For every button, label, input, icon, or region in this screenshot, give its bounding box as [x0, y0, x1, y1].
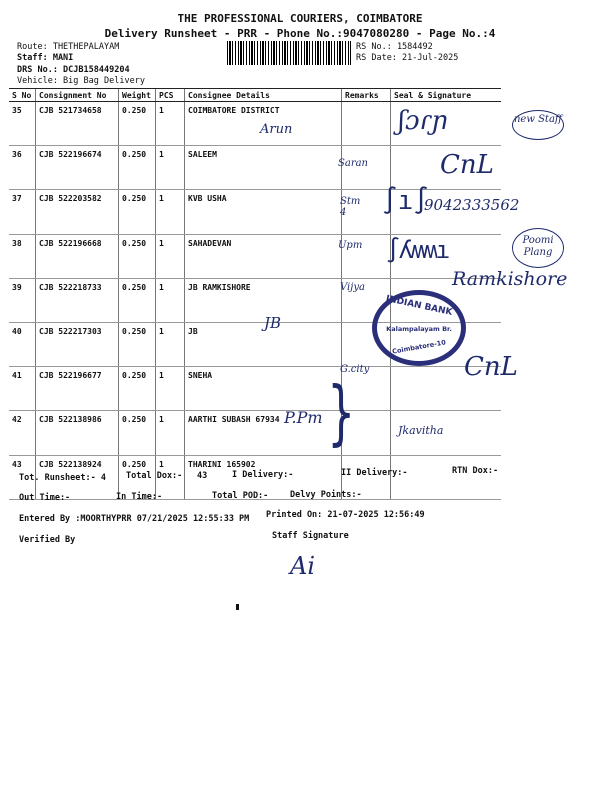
col-header-consignee: Consignee Details — [185, 89, 342, 102]
handwritten-note-new-staff: new Staff — [512, 110, 564, 140]
cell-pcs: 1 — [156, 190, 185, 234]
cell-consignee: JB RAMKISHORE — [185, 278, 342, 322]
cell-pcs: 1 — [156, 322, 185, 366]
handwritten-jb: JB — [264, 314, 282, 332]
scribble-signature-icon: ∫ı∫ — [382, 186, 429, 216]
entered-by: Entered By :MOORTHYPRR 07/21/2025 12:55:33 PM — [19, 514, 250, 524]
cell-weight: 0.250 — [119, 234, 156, 278]
printed-on: Printed On: 21-07-2025 12:56:49 — [266, 510, 425, 520]
cell-sno: 37 — [9, 190, 36, 234]
handwritten-signature: CnL — [464, 352, 518, 382]
cell-consignee: AARTHI SUBASH 67934 — [185, 411, 342, 455]
cell-sno: 38 — [9, 234, 36, 278]
vehicle-label: Vehicle: Big Bag Delivery — [17, 76, 145, 86]
delvy-points: Delvy Points:- — [290, 490, 362, 500]
table-row — [9, 367, 501, 411]
cell-consignment: CJB 522203582 — [36, 190, 119, 234]
cell-consignee: SAHADEVAN — [185, 234, 342, 278]
cell-consignment: CJB 521734658 — [36, 102, 119, 146]
handwritten-signature: Jkavitha — [398, 424, 444, 437]
cell-consignment: CJB 522217303 — [36, 322, 119, 366]
tot-runsheet: Tot. Runsheet:- 4 — [19, 473, 106, 483]
cell-consignee: THARINI 165902 — [185, 455, 342, 499]
cell-consignment: CJB 522138924 — [36, 455, 119, 499]
rtn-dox: RTN Dox:- — [452, 466, 499, 476]
barcode — [227, 41, 351, 65]
handwritten-signature: Ramkishore — [452, 268, 568, 290]
col-header-remarks: Remarks — [342, 89, 391, 102]
handwritten-remark: Vijya — [340, 282, 365, 293]
staff-label: Staff: MANI — [17, 53, 74, 63]
ii-delivery: II Delivery:- — [341, 468, 408, 478]
drs-number: DRS No.: DCJB158449204 — [17, 65, 130, 75]
cell-pcs: 1 — [156, 234, 185, 278]
col-header-weight: Weight — [119, 89, 156, 102]
handwritten-remark: Upm — [338, 240, 363, 251]
cell-consignment: CJB 522138986 — [36, 411, 119, 455]
total-pod: Total POD:- — [212, 491, 269, 501]
bank-seal-stamp — [372, 290, 466, 366]
handwritten-remark: Saran — [338, 158, 368, 169]
cell-weight: 0.250 — [119, 102, 156, 146]
handwritten-remark: Stm 4 — [340, 196, 361, 218]
cell-pcs: 1 — [156, 278, 185, 322]
staff-signature: Ai — [290, 552, 316, 580]
stamp-city: Coimbatore-10 — [391, 338, 447, 356]
rs-date: RS Date: 21-Jul-2025 — [356, 53, 459, 63]
runsheet-title: Delivery Runsheet - PRR - Phone No.:9047080280 - Page No.:4 — [104, 27, 496, 40]
verified-by: Verified By — [19, 535, 76, 545]
cell-pcs: 1 — [156, 411, 185, 455]
cell-sno: 41 — [9, 367, 36, 411]
handwritten-phone: 9042333562 — [424, 196, 520, 214]
cell-consignment: CJB 522196668 — [36, 234, 119, 278]
cell-consignee: SNEHA — [185, 367, 342, 411]
total-dox-value: 43 — [197, 471, 208, 481]
cell-weight: 0.250 — [119, 190, 156, 234]
out-time: Out Time:- — [19, 493, 71, 503]
scribble-stroke-icon: } — [328, 372, 355, 455]
cell-weight: 0.250 — [119, 322, 156, 366]
cell-consignment: CJB 522196674 — [36, 146, 119, 190]
handwritten-signature: ʃɔɾɲ — [398, 106, 449, 136]
handwritten-signature: P.Pm — [284, 408, 323, 427]
cell-consignee: JB — [185, 322, 342, 366]
route-label: Route: THETHEPALAYAM — [17, 42, 120, 52]
cell-consignment: CJB 522218733 — [36, 278, 119, 322]
cell-sno: 39 — [9, 278, 36, 322]
cell-remarks — [342, 102, 391, 146]
cell-weight: 0.250 — [119, 367, 156, 411]
table-header-row — [9, 89, 501, 102]
col-header-sno: S No — [9, 89, 36, 102]
company-title: THE PROFESSIONAL COURIERS, COIMBATORE — [177, 12, 423, 25]
cell-consignee: COIMBATORE DISTRICT — [185, 102, 342, 146]
handwritten-name-arun: Arun — [260, 122, 293, 137]
cell-sno: 36 — [9, 146, 36, 190]
cell-weight: 0.250 — [119, 278, 156, 322]
col-header-pcs: PCS — [156, 89, 185, 102]
cell-sno: 40 — [9, 322, 36, 366]
scribble-signature-icon: ∫ʎʍʍı — [386, 236, 449, 264]
cell-pcs: 1 — [156, 367, 185, 411]
handwritten-signature: CnL — [440, 150, 494, 180]
cell-pcs: 1 — [156, 102, 185, 146]
cell-pcs: 1 — [156, 455, 185, 499]
i-delivery: I Delivery:- — [232, 470, 294, 480]
cell-sno: 35 — [9, 102, 36, 146]
col-header-seal-signature: Seal & Signature — [391, 89, 502, 102]
stamp-bank-name: INDIAN BANK — [384, 294, 454, 318]
in-time: In Time:- — [116, 492, 163, 502]
stamp-branch: Kalampalayam Br. — [386, 325, 452, 333]
cell-weight: 0.250 — [119, 411, 156, 455]
handwritten-remark: G.city — [340, 364, 370, 375]
cell-weight: 0.250 — [119, 146, 156, 190]
staff-signature-label: Staff Signature — [272, 531, 349, 541]
total-dox-label: Total Dox:- — [126, 471, 183, 481]
cell-sno: 43 — [9, 455, 36, 499]
cell-consignee: SALEEM — [185, 146, 342, 190]
handwritten-note: Poomi Plang — [512, 228, 564, 268]
ink-dot — [236, 604, 239, 610]
cell-weight: 0.250 — [119, 455, 156, 499]
cell-pcs: 1 — [156, 146, 185, 190]
rs-number: RS No.: 1584492 — [356, 42, 433, 52]
cell-consignee: KVB USHA — [185, 190, 342, 234]
cell-consignment: CJB 522196677 — [36, 367, 119, 411]
cell-sno: 42 — [9, 411, 36, 455]
table-row — [9, 146, 501, 190]
col-header-consignment: Consignment No — [36, 89, 119, 102]
